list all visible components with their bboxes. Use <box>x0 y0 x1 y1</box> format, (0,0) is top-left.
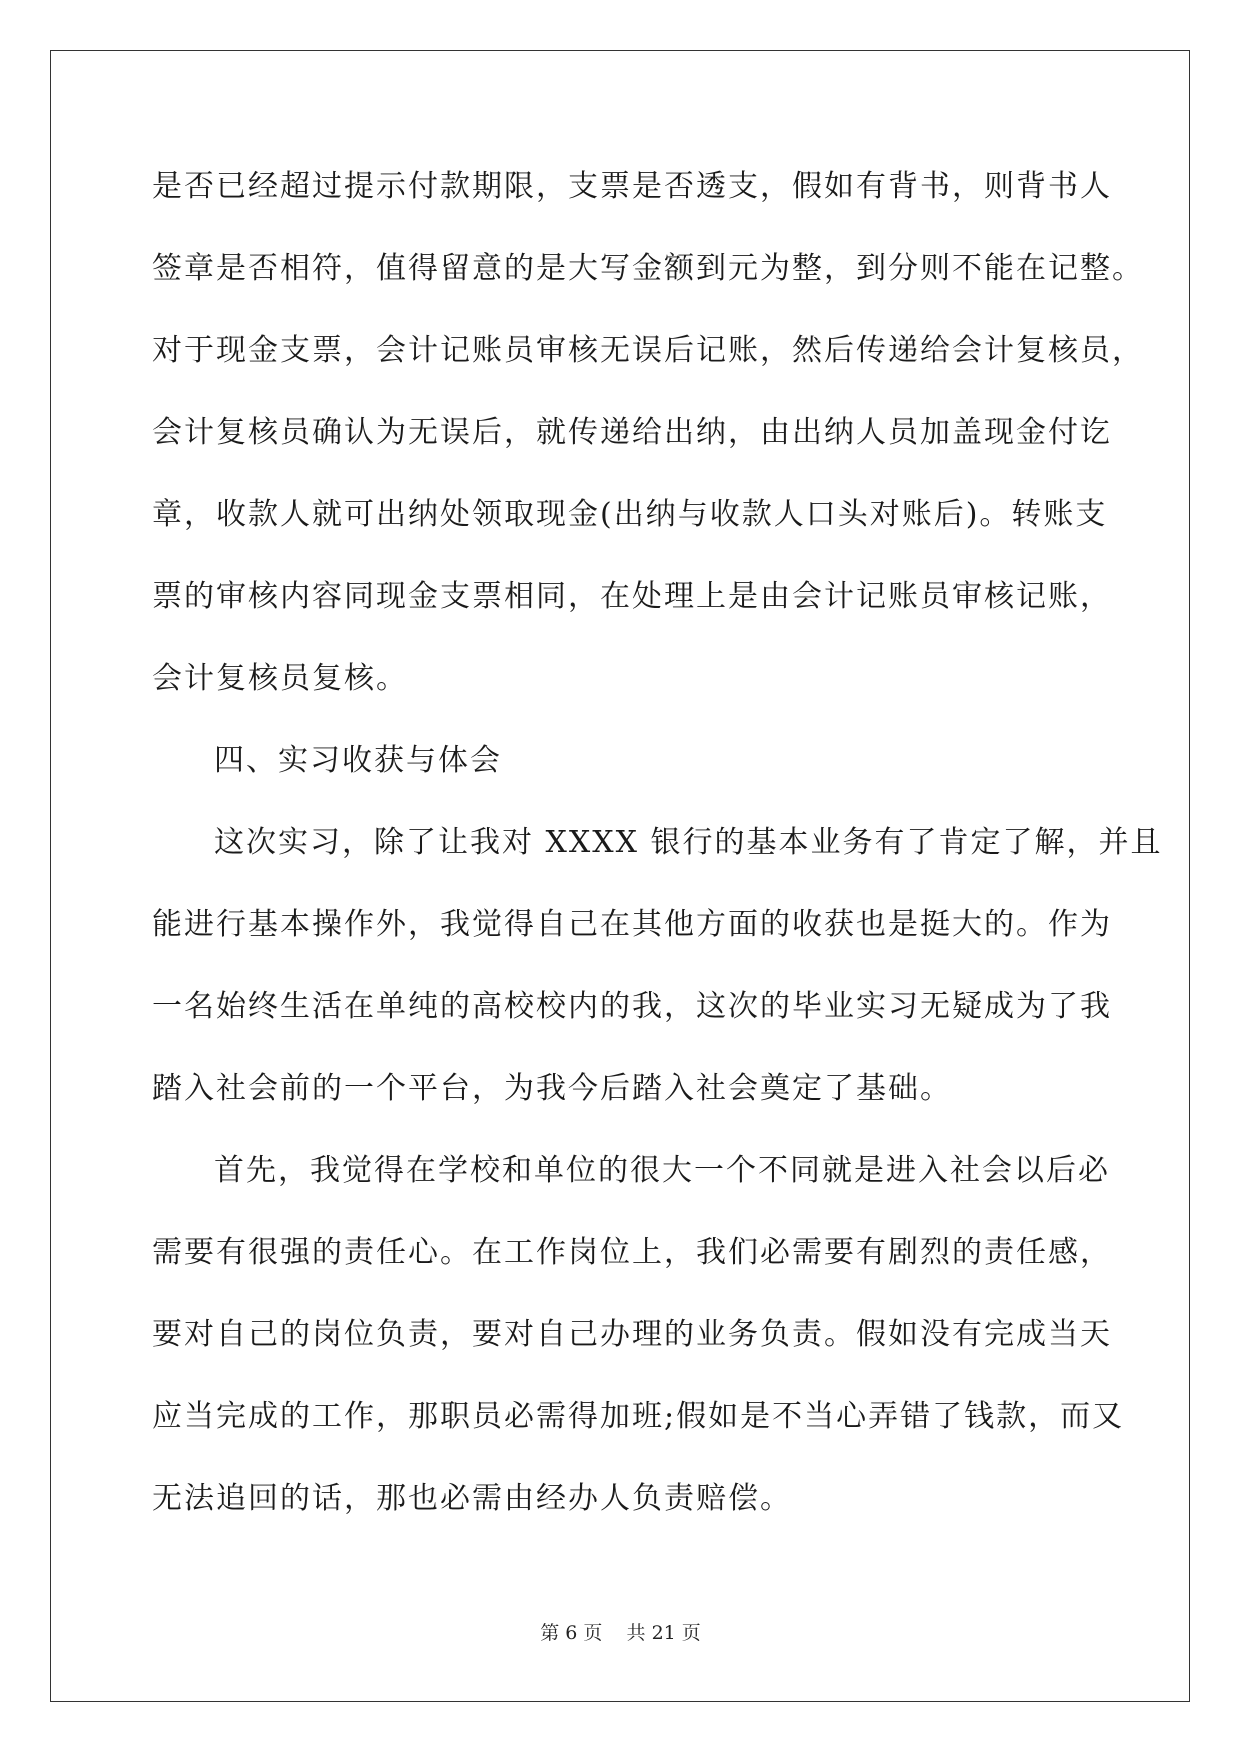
text-line: 无法追回的话，那也必需由经办人负责赔偿。 <box>152 1481 792 1516</box>
text-line: 章，收款人就可出纳处领取现金(出纳与收款人口头对账后)。转账支 <box>152 497 1108 532</box>
text-line: 会计复核员确认为无误后，就传递给出纳，由出纳人员加盖现金付讫 <box>152 415 1112 450</box>
text-line: 票的审核内容同现金支票相同，在处理上是由会计记账员审核记账， <box>152 579 1112 614</box>
text-line: 对于现金支票，会计记账员审核无误后记账，然后传递给会计复核员， <box>152 333 1144 368</box>
text-line: 这次实习，除了让我对 XXXX 银行的基本业务有了肯定了解，并且 <box>214 825 1163 860</box>
page-footer <box>0 1618 1241 1645</box>
text-line: 首先，我觉得在学校和单位的很大一个不同就是进入社会以后必 <box>214 1153 1110 1188</box>
text-line: 应当完成的工作，那职员必需得加班;假如是不当心弄错了钱款，而又 <box>152 1399 1125 1434</box>
document-body <box>152 166 1163 1560</box>
text-line: 一名始终生活在单纯的高校校内的我，这次的毕业实习无疑成为了我 <box>152 989 1112 1024</box>
text-line: 要对自己的岗位负责，要对自己办理的业务负责。假如没有完成当天 <box>152 1317 1112 1352</box>
text-line: 是否已经超过提示付款期限，支票是否透支，假如有背书，则背书人 <box>152 169 1112 204</box>
text-line: 踏入社会前的一个平台，为我今后踏入社会奠定了基础。 <box>152 1071 952 1106</box>
text-line: 会计复核员复核。 <box>152 661 408 696</box>
text-line: 需要有很强的责任心。在工作岗位上，我们必需要有剧烈的责任感， <box>152 1235 1112 1270</box>
section-heading: 四、实习收获与体会 <box>214 743 502 778</box>
text-line: 签章是否相符，值得留意的是大写金额到元为整，到分则不能在记整。 <box>152 251 1144 286</box>
text-line: 能进行基本操作外，我觉得自己在其他方面的收获也是挺大的。作为 <box>152 907 1112 942</box>
page-number: 第 6 页 共 21 页 <box>540 1622 701 1644</box>
